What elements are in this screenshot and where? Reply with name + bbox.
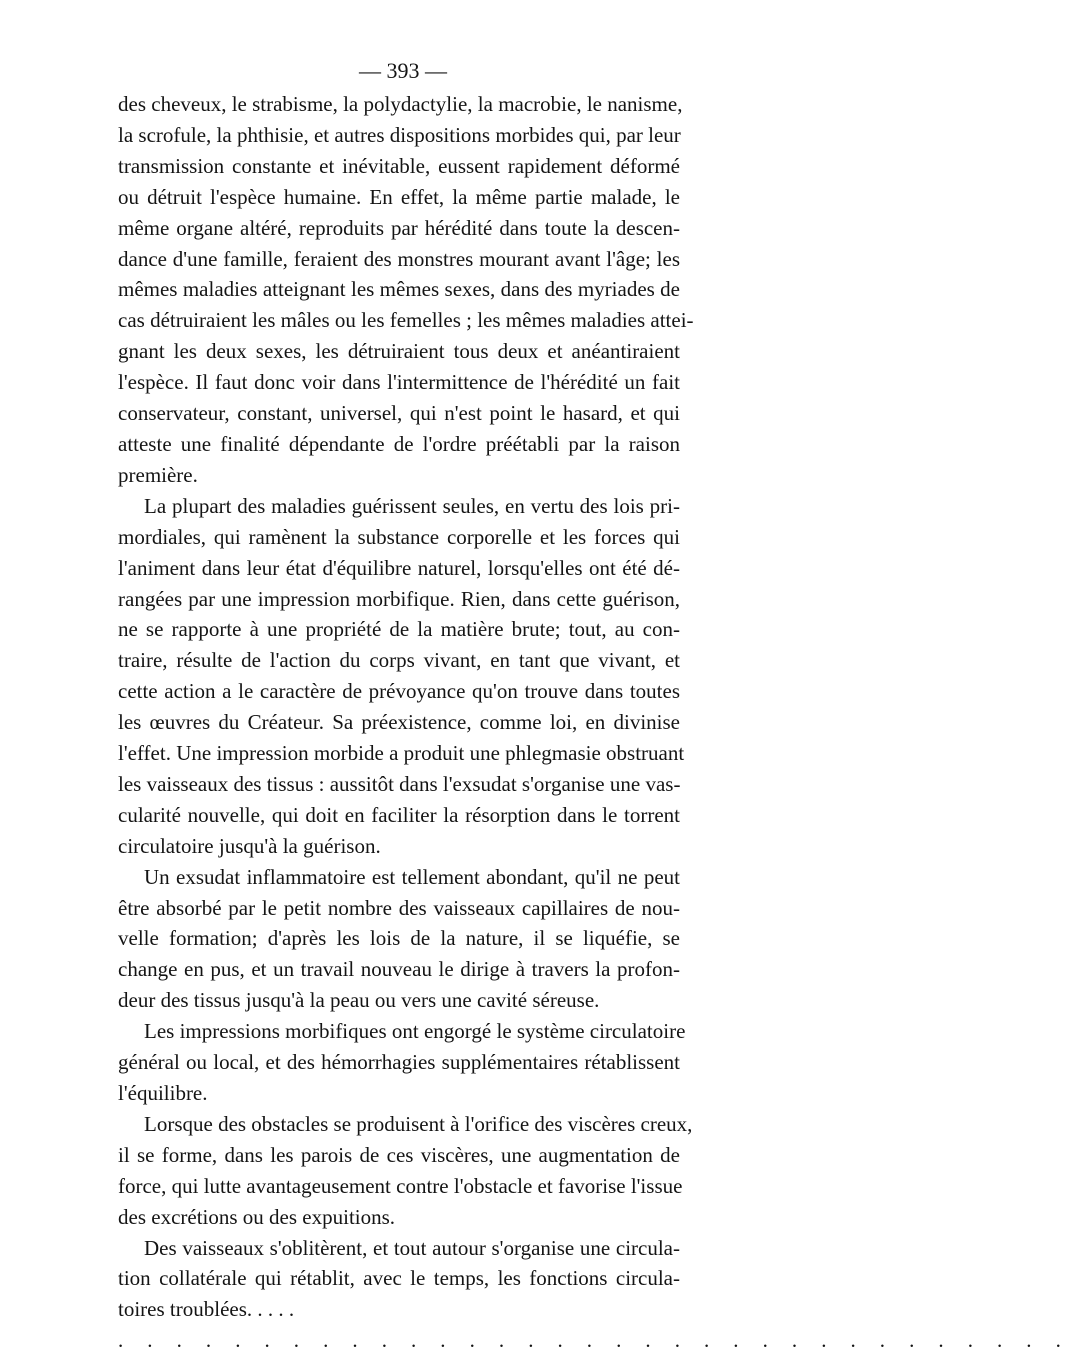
text-line: traire, résulte de l'action du corps vivant, en tant que vivant, et <box>118 648 680 673</box>
text-line: la scrofule, la phthisie, et autres dispositions morbides qui, par leur <box>118 122 681 147</box>
text-line: l'espèce. Il faut donc voir dans l'intermittence de l'hérédité un fait <box>118 370 680 395</box>
text-line: général ou local, et des hémorrhagies supplémentaires rétablissent <box>118 1050 680 1075</box>
text-line: atteste une finalité dépendante de l'ordre préétabli par la raison <box>118 431 680 456</box>
text-line: l'équilibre. <box>118 1081 208 1105</box>
text-line: transmission constante et inévitable, eussent rapidement déformé <box>118 153 680 178</box>
paragraph <box>118 89 694 491</box>
text-line: il se forme, dans les parois de ces viscères, une augmentation de <box>118 1142 680 1167</box>
text-line: première. <box>118 462 198 487</box>
text-line: gnant les deux sexes, les détruiraient tous deux et anéantiraient <box>118 339 680 364</box>
dot-leader: . . . . . . . . . . . . . . . . . . . . . . . . . . . . . . . . . <box>118 1328 1070 1353</box>
text-line: circulatoire jusqu'à la guérison. <box>118 833 381 858</box>
text-line: mordiales, qui ramènent la substance corporelle et les forces qui <box>118 524 680 549</box>
paragraph <box>118 862 680 1017</box>
text-line: force, qui lutte avantageusement contre l'obstacle et favorise l'issue <box>118 1173 683 1198</box>
text-line: rangées par une impression morbifique. Rien, dans cette guérison, <box>118 586 680 611</box>
text-line: être absorbé par le petit nombre des vaisseaux capillaires de nou- <box>118 895 680 920</box>
text-line: Les impressions morbifiques ont engorgé le système circulatoire <box>144 1019 686 1044</box>
text-line: La plupart des maladies guérissent seules, en vertu des lois pri- <box>144 493 680 518</box>
text-line: mêmes maladies atteignant les mêmes sexes, dans des myriades de <box>118 277 680 302</box>
text-line: toires troublées. . . . . <box>118 1297 295 1322</box>
text-line: conservateur, constant, universel, qui n'est point le hasard, et qui <box>118 401 680 426</box>
paragraph <box>118 1016 686 1109</box>
text-line: Un exsudat inflammatoire est tellement abondant, qu'il ne peut <box>144 864 680 889</box>
text-line: des cheveux, le strabisme, la polydactylie, la macrobie, le nanisme, <box>118 92 683 116</box>
paragraph <box>118 491 685 862</box>
paragraph <box>118 1233 680 1326</box>
text-line: l'animent dans leur état d'équilibre naturel, lorsqu'elles ont été dé- <box>118 555 680 580</box>
text-line: cette action a le caractère de prévoyance qu'on trouve dans toutes <box>118 679 680 704</box>
paragraph <box>118 1109 693 1233</box>
text-line: deur des tissus jusqu'à la peau ou vers une cavité séreuse. <box>118 988 600 1013</box>
text-line: change en pus, et un travail nouveau le dirige à travers la profon- <box>118 957 680 982</box>
book-page <box>118 58 1070 1356</box>
text-line: cas détruiraient les mâles ou les femelles ; les mêmes maladies attei- <box>118 308 694 333</box>
text-line: même organe altéré, reproduits par hérédité dans toute la descen- <box>118 215 680 240</box>
text-line: cularité nouvelle, qui doit en faciliter la résorption dans le torrent <box>118 802 680 827</box>
page-number: — 393 — <box>359 58 447 83</box>
text-line: tion collatérale qui rétablit, avec le temps, les fonctions circula- <box>118 1266 680 1291</box>
text-line: Des vaisseaux s'oblitèrent, et tout autour s'organise une circula- <box>144 1235 680 1260</box>
text-line: les œuvres du Créateur. Sa préexistence, comme loi, en divinise <box>118 710 680 735</box>
text-line: Lorsque des obstacles se produisent à l'orifice des viscères creux, <box>144 1111 693 1136</box>
text-line: ne se rapporte à une propriété de la matière brute; tout, au con- <box>118 617 680 642</box>
text-line: dance d'une famille, feraient des monstres mourant avant l'âge; les <box>118 246 680 271</box>
text-line: velle formation; d'après les lois de la nature, il se liquéfie, se <box>118 926 680 951</box>
text-line: l'effet. Une impression morbide a produit une phlegmasie obstruant <box>118 741 685 766</box>
text-line: les vaisseaux des tissus : aussitôt dans l'exsudat s'organise une vas- <box>118 771 681 796</box>
text-line: des excrétions ou des expuitions. <box>118 1204 396 1229</box>
body-text <box>118 89 694 1325</box>
text-line: ou détruit l'espèce humaine. En effet, la même partie malade, le <box>118 184 680 209</box>
